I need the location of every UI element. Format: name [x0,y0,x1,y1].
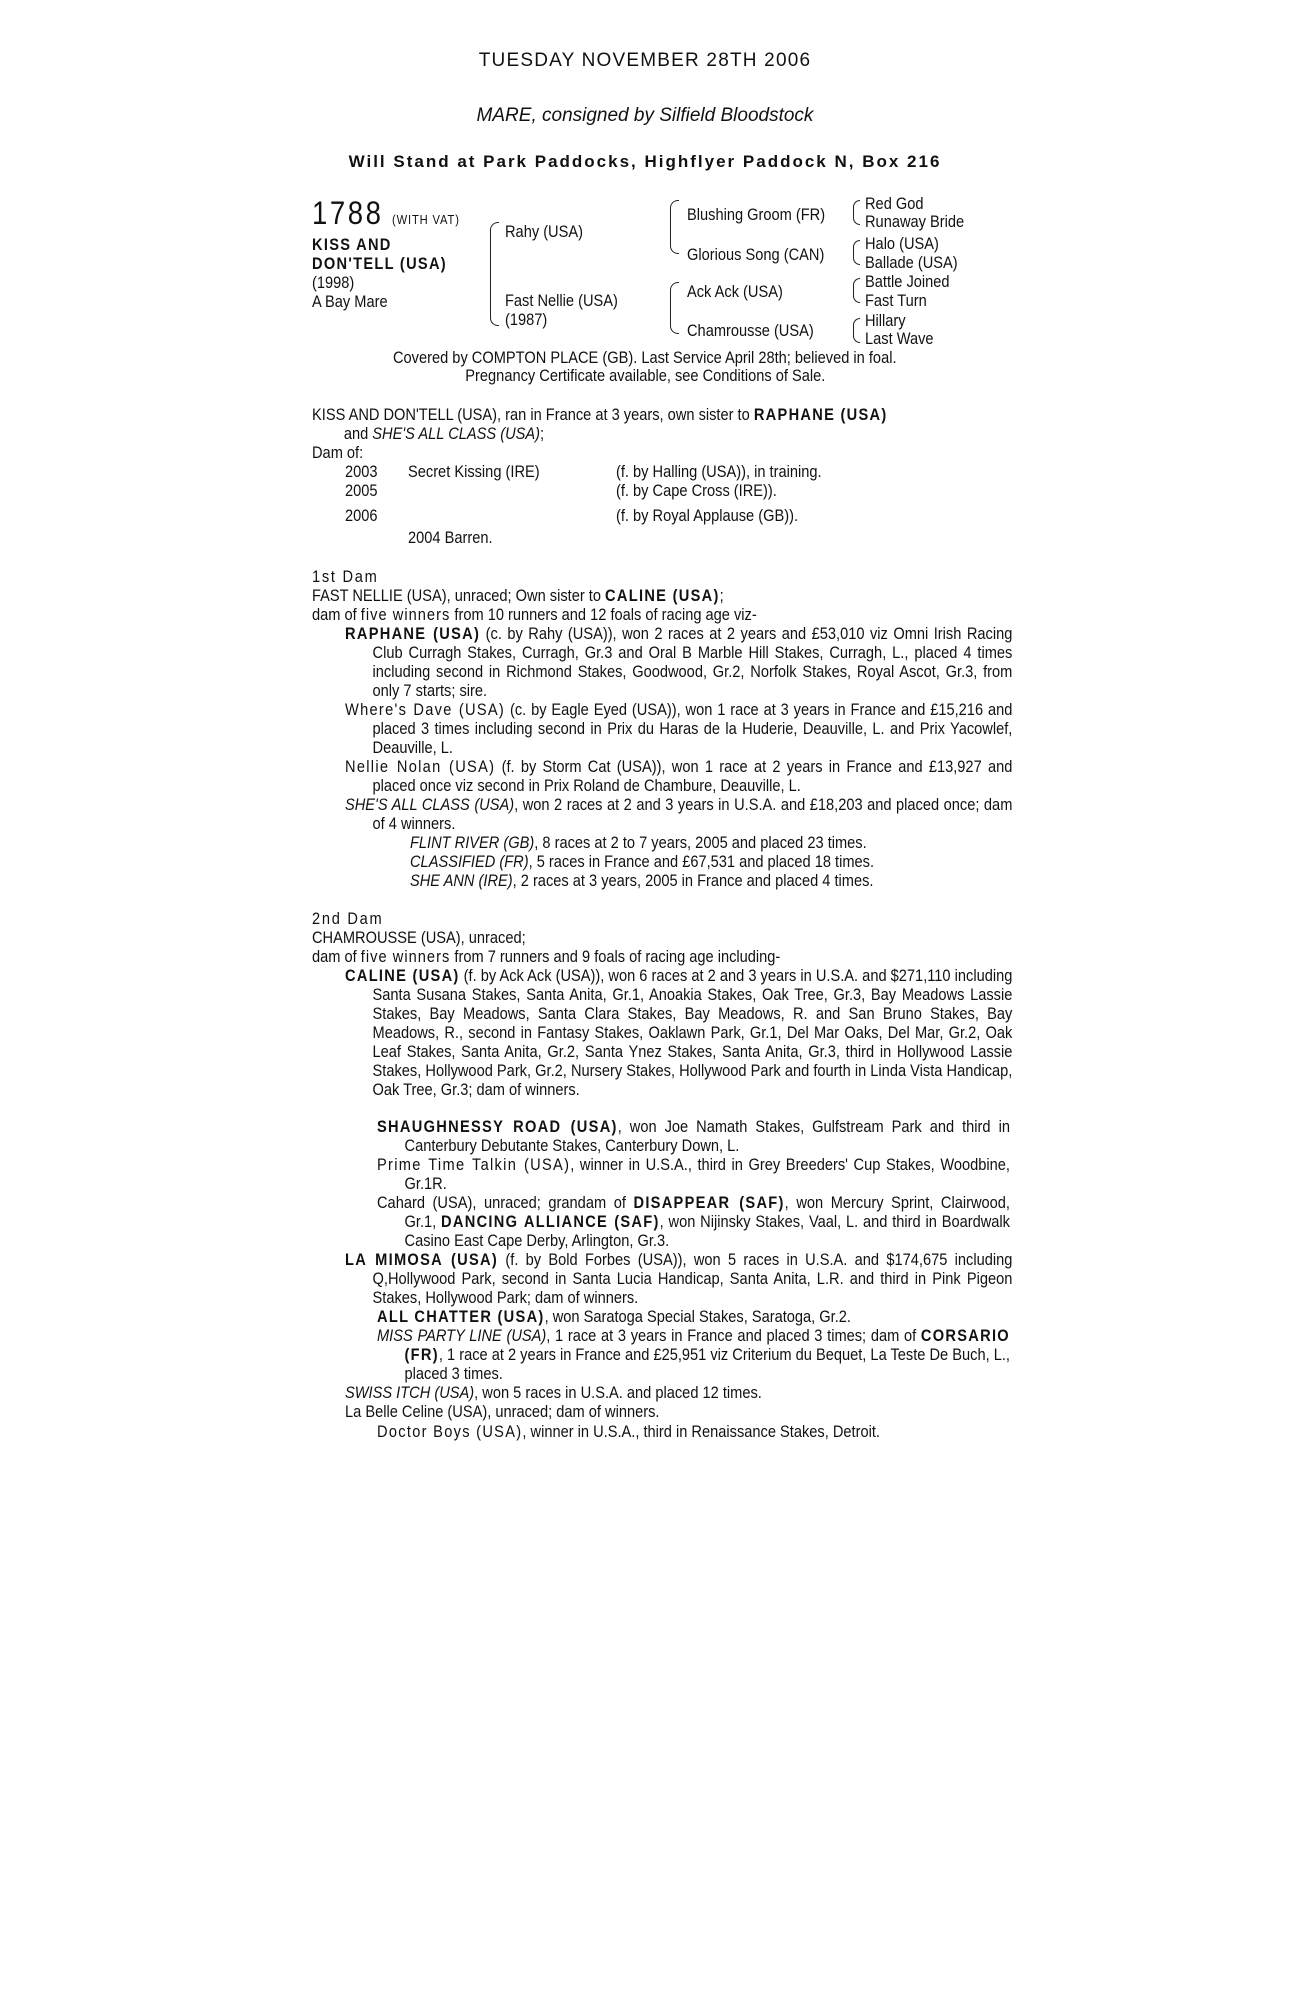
raphane-name: RAPHANE (USA) [345,624,481,643]
disappear-name: DISAPPEAR (SAF) [633,1193,785,1212]
produce-flint-river [410,833,982,852]
lot-number: 1788 [312,195,384,231]
she-ann-name: SHE ANN (IRE) [410,871,513,890]
second-dam-section [312,909,982,966]
produce-year-2003: 2003 [345,462,378,481]
miss-party-line-paragraph [377,1326,1010,1383]
cahard-text: Cahard (USA), unraced; grandam of [377,1193,634,1212]
shes-all-class-text: , won 2 races at 2 and 3 years in U.S.A. and £18,203 and placed once; dam of 4 winners. [372,795,1013,833]
intro-line1 [312,405,983,424]
flint-river-name: FLINT RIVER (GB) [410,833,535,852]
intro-block [312,405,982,462]
produce-detail-2006: (f. by Royal Applause (GB)). [616,506,799,525]
caline-paragraph [345,966,1012,1099]
pregnancy-text: Pregnancy Certificate available, see Conditions of Sale. [464,366,826,385]
prime-time-text: , winner in U.S.A., third in Grey Breeders' Cup Stakes, Woodbine, Gr.1R. [404,1155,1010,1193]
pedigree-brace-g2 [853,240,860,265]
raphane-paragraph [345,624,1012,700]
disappear-text: , won Mercury Sprint, Clairwood, Gr.1, [404,1193,1010,1231]
class-produce-block [410,833,982,890]
entry-doctor-boys [377,1422,982,1441]
entry-shes-all-class [345,795,1013,833]
doctor-boys-name: Doctor Boys (USA) [377,1422,523,1441]
swiss-itch-paragraph [345,1383,985,1402]
dancing-alliance-text: , won Nijinsky Stakes, Vaal, L. and third in Boardwalk Casino East Cape Derby, Arlington, Gr.3. [404,1212,1010,1250]
pedigree-brace-sire [670,200,679,254]
intro-line2 [312,424,1015,443]
corsario-name: CORSARIO (FR) [404,1326,1010,1364]
la-mimosa-paragraph [345,1250,1012,1307]
pedigree-brace-g3 [853,278,860,303]
miss-party-line-text: , 1 race at 3 years in France and placed 3 times; dam of [546,1326,921,1345]
shes-all-class-name: SHE'S ALL CLASS (USA) [345,795,515,814]
pedigree-g1: Red God [865,194,924,213]
caline-text: (f. by Ack Ack (USA)), won 6 races at 2 and 3 years in U.S.A. and $271,110 including Santa Susana Stakes, Santa Anita, Gr.1, Anoakia Stakes, Oak Tree, Gr.3, Bay Meadows Lassie Stakes, Bay Meadows, Santa Clara Stakes, Bay Meadows, R. and San Bruno Stakes, Bay Meadows, R., second in Fantasy Stakes, Oaklawn Park, Gr.1, Del Mar Oaks, Del Mar, Gr.2, Oak Leaf Stakes, Santa Anita, Gr.2, Santa Ynez Stakes, Santa Anita, Gr.3, third in Hollywood Lassie Stakes, Hollywood Park, Gr.2, Nursery Stakes, Hollywood Park and fourth in Linda Vista Handicap, Oak Tree, Gr.3; dam of winners. [372,966,1013,1099]
pedigree-g3: Halo (USA) [865,234,939,253]
intro-sibling-raphane: RAPHANE (USA) [753,405,888,424]
pedigree-sire-sire: Blushing Groom (FR) [687,205,826,224]
wheres-dave-text: (c. by Eagle Eyed (USA)), won 1 race at 3 years in France and £15,216 and placed 3 times including second in Prix du Haras de la Huderie, Deauville, L. and Prix Yacowlef, Deauville, L. [372,700,1013,757]
intro-and: and [343,424,373,443]
shaughnessy-text: , won Joe Namath Stakes, Gulfstream Park and third in Canterbury Debutante Stakes, Canterbury Down, L. [404,1117,1010,1155]
first-dam-runners: from 10 runners and 12 foals of racing age viz- [450,605,757,624]
doctor-boys-paragraph [377,1422,982,1441]
first-dam-line1 [312,586,983,605]
dam-of-label: Dam of: [312,443,364,462]
intro-sibling-class: SHE'S ALL CLASS (USA) [372,424,541,443]
entry-nellie-nolan [345,757,1013,795]
first-dam-semicolon: ; [719,586,724,605]
pedigree-sire-dam: Glorious Song (CAN) [687,245,825,264]
raphane-text: (c. by Rahy (USA)), won 2 races at 2 years and £53,010 viz Omni Irish Racing Club Curragh Stakes, Curragh, Gr.3 and Oral B Marble Hill Stakes, Curragh, L., placed 4 times including second in Richmond Stakes, Goodwood, Gr.2, Norfolk Stakes, Royal Ascot, Gr.3, from only 7 starts; sire. [372,624,1013,700]
prime-time-name: Prime Time Talkin (USA) [377,1155,571,1174]
entry-cahard [377,1193,1010,1250]
pedigree-dam-dam: Chamrousse (USA) [687,321,814,340]
shes-all-class-paragraph [345,795,1012,833]
intro-text: KISS AND DON'TELL (USA), ran in France at 3 years, own sister to [312,405,754,424]
consignment-line: MARE, consigned by Silfield Bloodstock [476,105,814,126]
pedigree-g2: Runaway Bride [865,212,965,231]
covered-text: Covered by COMPTON PLACE (GB). Last Service April 28th; believed in foal. [393,348,897,367]
flint-river-text: , 8 races at 2 to 7 years, 2005 and placed 23 times. [534,833,867,852]
nellie-nolan-paragraph [345,757,1012,795]
produce-detail-2003: (f. by Halling (USA)), in training. [616,462,822,481]
box-location: Will Stand at Park Paddocks, Highflyer Paddock N, Box 216 [348,152,942,171]
first-dam-text: FAST NELLIE (USA), unraced; Own sister to [312,586,606,605]
pedigree-brace-g4 [853,318,860,343]
horse-description: A Bay Mare [312,292,388,311]
pedigree-g6: Fast Turn [865,291,927,310]
pedigree-g5: Battle Joined [865,272,950,291]
sale-date: TUESDAY NOVEMBER 28TH 2006 [478,50,812,71]
shaughnessy-name: SHAUGHNESSY ROAD (USA) [377,1117,618,1136]
pedigree-brace-g1 [853,200,860,225]
nellie-nolan-text: (f. by Storm Cat (USA)), won 1 race at 2 years in France and £13,927 and placed once viz second in Prix Roland de Chambure, Deauville, L. [372,757,1013,795]
entry-miss-party-line [377,1326,1010,1383]
intro-semicolon: ; [540,424,545,443]
second-dam-line2 [312,947,983,966]
second-dam-dam-of: dam of [312,947,361,966]
pedigree-dam: Fast Nellie (USA) [505,291,618,310]
wheres-dave-paragraph [345,700,1012,757]
wheres-dave-name: Where's Dave (USA) [345,700,506,719]
first-dam-dam-of: dam of [312,605,361,624]
covered-line [0,348,1290,367]
produce-name-2003: Secret Kissing (IRE) [408,462,540,481]
first-dam-heading: 1st Dam [312,567,379,586]
first-dam-caline: CALINE (USA) [605,586,720,605]
second-dam-line1: CHAMROUSSE (USA), unraced; [312,928,526,947]
she-ann-text: , 2 races at 3 years, 2005 in France and placed 4 times. [512,871,874,890]
classified-name: CLASSIFIED (FR) [410,852,529,871]
pedigree-dam-sire: Ack Ack (USA) [687,282,783,301]
classified-text: , 5 races in France and £67,531 and placed 18 times. [528,852,875,871]
shaughnessy-paragraph [377,1117,1010,1155]
second-dam-heading: 2nd Dam [312,909,384,928]
pregnancy-line [0,366,1290,385]
pedigree-g8: Last Wave [865,329,934,348]
swiss-itch-text: , won 5 races in U.S.A. and placed 12 times. [474,1383,762,1402]
miss-party-line-name: MISS PARTY LINE (USA) [377,1326,547,1345]
all-chatter-name: ALL CHATTER (USA) [377,1307,545,1326]
doctor-boys-text: , winner in U.S.A., third in Renaissance Stakes, Detroit. [522,1422,880,1441]
entry-all-chatter [377,1307,982,1326]
pedigree-sire: Rahy (USA) [505,222,583,241]
pedigree-g7: Hillary [865,311,906,330]
pedigree-g4: Ballade (USA) [865,253,958,272]
nellie-nolan-name: Nellie Nolan (USA) [345,757,496,776]
first-dam-section [312,567,982,624]
corsario-text: , 1 race at 2 years in France and £25,951 viz Criterium du Bequet, La Teste De Buch, L., placed 3 times. [404,1345,1010,1383]
all-chatter-text: , won Saratoga Special Stakes, Saratoga, Gr.2. [544,1307,851,1326]
produce-classified [410,852,982,871]
all-chatter-paragraph [377,1307,1010,1326]
foaling-year: (1998) [312,273,355,292]
dancing-alliance-name: DANCING ALLIANCE (SAF) [441,1212,660,1231]
produce-detail-2005: (f. by Cape Cross (IRE)). [616,481,777,500]
entry-la-mimosa [345,1250,1013,1307]
second-dam-winners: five winners [360,947,451,966]
swiss-itch-name: SWISS ITCH (USA) [345,1383,475,1402]
entry-la-belle-celine [345,1402,985,1421]
entry-raphane [345,624,1013,700]
barren-note: 2004 Barren. [408,528,493,547]
produce-she-ann [410,871,982,890]
produce-year-2006: 2006 [345,506,378,525]
entry-shaughnessy [377,1117,1010,1155]
entry-caline [345,966,1013,1099]
pedigree-brace-main [490,222,499,326]
second-dam-runners: from 7 runners and 9 foals of racing age including- [450,947,781,966]
la-belle-celine-text: La Belle Celine (USA), unraced; dam of winners. [345,1402,660,1421]
caline-name: CALINE (USA) [345,966,460,985]
entry-swiss-itch [345,1383,985,1402]
produce-year-2005: 2005 [345,481,378,500]
entry-prime-time [377,1155,1010,1193]
first-dam-line2 [312,605,983,624]
prime-time-paragraph [377,1155,1010,1193]
entry-wheres-dave [345,700,1013,757]
horse-name-line1: KISS AND [312,235,392,254]
pedigree-brace-dam [670,282,679,334]
vat-note: (WITH VAT) [392,212,460,227]
cahard-paragraph [377,1193,1010,1250]
la-mimosa-text: (f. by Bold Forbes (USA)), won 5 races in U.S.A. and $174,675 including Q,Hollywood Park, second in Santa Lucia Handicap, Santa Anita, L.R. and third in Pink Pigeon Stakes, Hollywood Park; dam of winners. [372,1250,1013,1307]
first-dam-winners: five winners [360,605,451,624]
la-mimosa-name: LA MIMOSA (USA) [345,1250,499,1269]
horse-name-line2: DON'TELL (USA) [312,254,447,273]
pedigree-dam-year: (1987) [505,310,548,329]
